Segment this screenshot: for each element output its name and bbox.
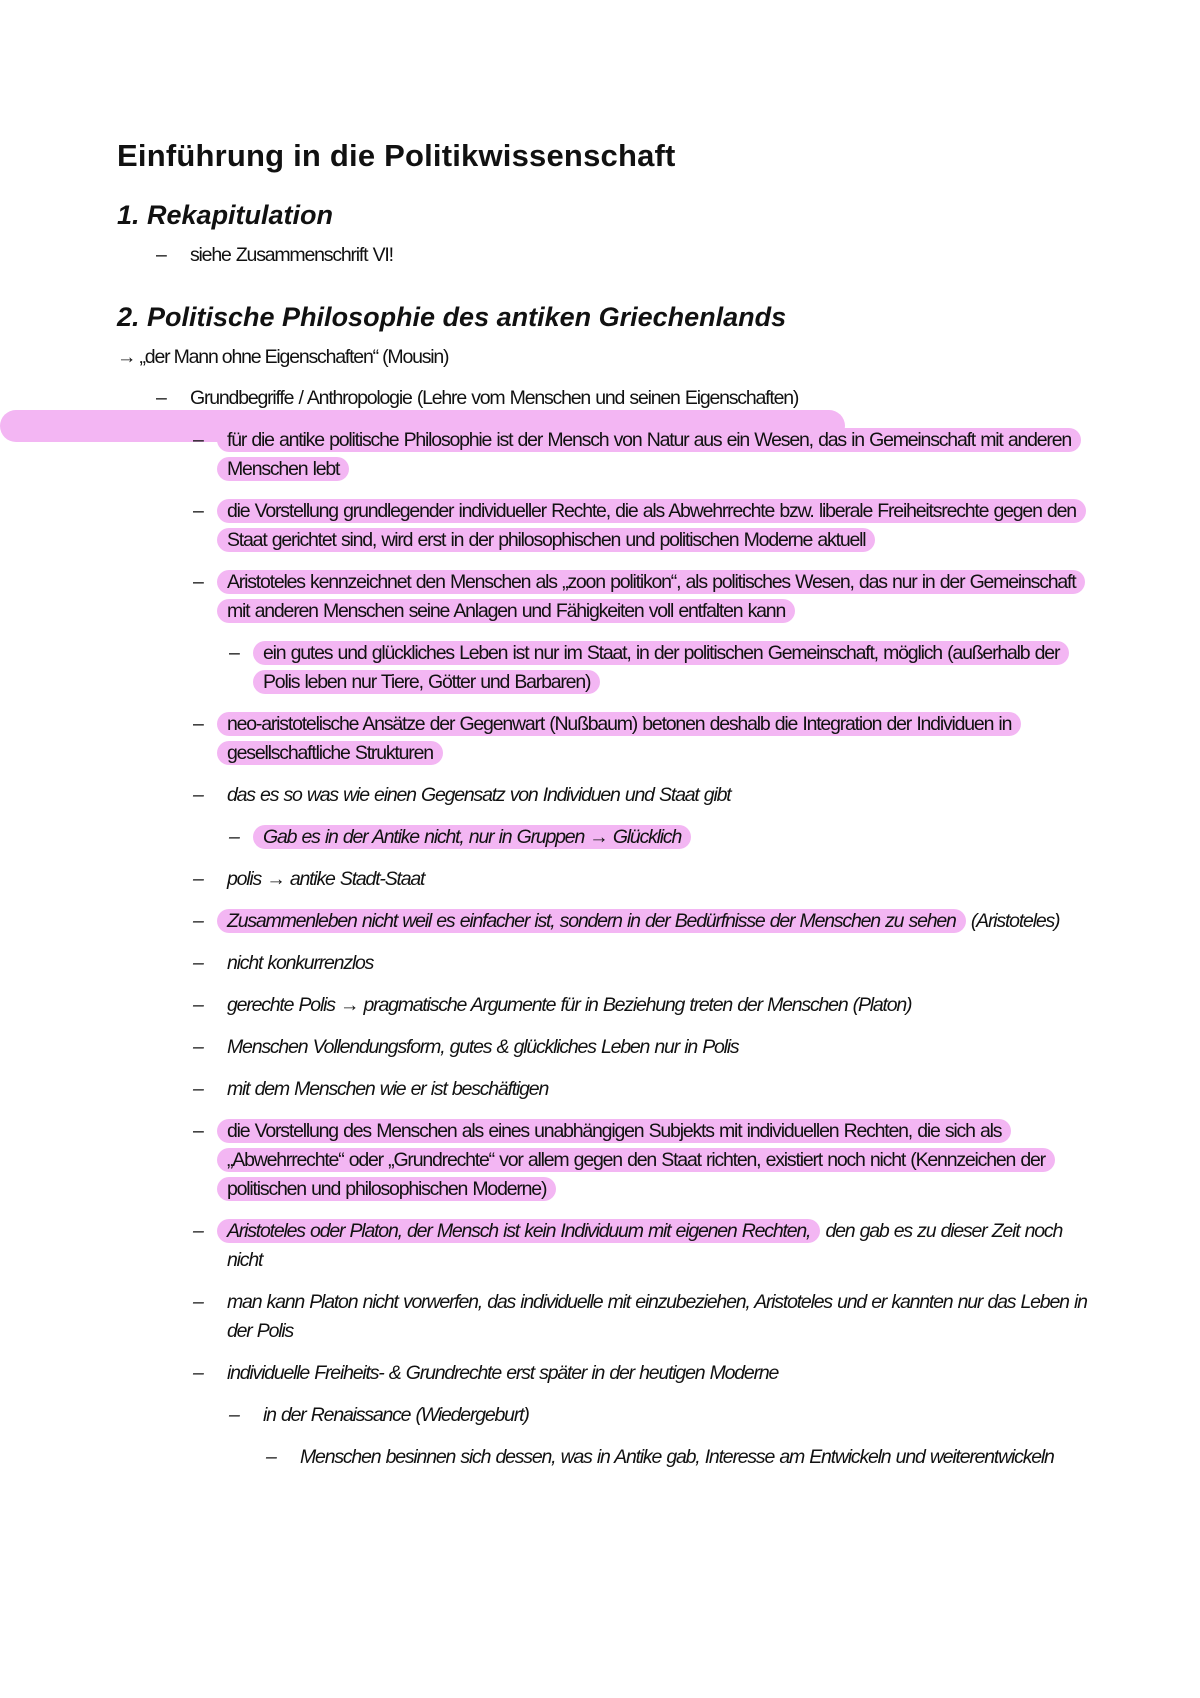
dash-bullet: – [229, 826, 240, 848]
highlighted-text: Gab es in der Antike nicht, nur in Gruppen → Glücklich [253, 825, 691, 849]
list-item [229, 639, 1097, 697]
list-item [193, 568, 1097, 626]
list-item-text-rest: (Aristoteles) [965, 910, 1060, 932]
list-item-text: individuelle Freiheits- & Grundrechte erst später in der heutigen Moderne [227, 1362, 779, 1384]
list-item [266, 1443, 1097, 1472]
dash-bullet: – [193, 1291, 204, 1313]
dash-bullet: – [193, 1220, 204, 1242]
list-item [193, 907, 1097, 936]
list-item-text: in der Renaissance (Wiedergeburt) [263, 1404, 529, 1426]
list-item [193, 991, 1097, 1020]
list-item [193, 497, 1097, 555]
list-item [156, 241, 1097, 270]
list-item [193, 1359, 1097, 1388]
dash-bullet: – [193, 868, 204, 890]
dash-bullet: – [229, 642, 240, 664]
dash-bullet: – [193, 784, 204, 806]
section-rekapitulation [117, 200, 1097, 270]
dash-bullet: – [229, 1404, 240, 1426]
list-item [193, 1117, 1097, 1204]
dash-bullet: – [193, 1036, 204, 1058]
section-1-list [117, 241, 1097, 270]
dash-bullet: – [156, 244, 167, 266]
dash-bullet: – [156, 387, 167, 409]
list-item-text: siehe Zusammenschrift VI! [190, 244, 393, 266]
list-item [193, 1033, 1097, 1062]
dash-bullet: – [193, 952, 204, 974]
list-item-text: gerechte Polis → pragmatische Argumente für in Beziehung treten der Menschen (Platon) [227, 994, 912, 1016]
section-2-list [117, 384, 1097, 1472]
list-item [229, 1401, 1097, 1430]
list-item-text: polis → antike Stadt-Staat [227, 868, 425, 890]
list-item [193, 1217, 1097, 1275]
dash-bullet: – [193, 500, 204, 522]
dash-bullet: – [266, 1446, 277, 1468]
section-heading-1: 1. Rekapitulation [117, 200, 334, 230]
list-item [193, 710, 1097, 768]
section-heading-2: 2. Politische Philosophie des antiken Griechenlands [117, 302, 787, 332]
highlighted-text: für die antike politische Philosophie ist der Mensch von Natur aus ein Wesen, das in Gemeinschaft mit anderen Menschen lebt [217, 428, 1081, 481]
list-item [229, 823, 1097, 852]
list-item-text: das es so was wie einen Gegensatz von Individuen und Staat gibt [227, 784, 731, 806]
dash-bullet: – [193, 571, 204, 593]
dash-bullet: – [193, 429, 204, 451]
highlighted-text: neo-aristotelische Ansätze der Gegenwart (Nußbaum) betonen deshalb die Integration der Individuen in gesellschaftliche Strukturen [217, 712, 1021, 765]
highlighted-text: ein gutes und glückliches Leben ist nur im Staat, in der politischen Gemeinschaft, möglich (außerhalb der Polis leben nur Tiere, Götter und Barbaren) [253, 641, 1069, 694]
dash-bullet: – [193, 713, 204, 735]
list-item-text: nicht konkurrenzlos [227, 952, 374, 974]
highlighted-text: Grundbegriffe / Anthropologie (Lehre vom Menschen und seinen Eigenschaften) [190, 387, 799, 409]
highlighted-text: Aristoteles kennzeichnet den Menschen als „zoon politikon“, als politisches Wesen, das nur in der Gemeinschaft mit anderen Menschen seine Anlagen und Fähigkeiten voll entfalten kann [217, 570, 1085, 623]
list-item-text-rest: den gab es zu dieser Zeit noch nicht [227, 1220, 1063, 1271]
list-item [193, 781, 1097, 810]
document-title: Einführung in die Politikwissenschaft [117, 138, 676, 173]
list-item-text: man kann Platon nicht vorwerfen, das individuelle mit einzubeziehen, Aristoteles und er kannten nur das Leben in der Polis [227, 1291, 1087, 1342]
dash-bullet: – [193, 1120, 204, 1142]
dash-bullet: – [193, 1078, 204, 1100]
dash-bullet: – [193, 994, 204, 1016]
dash-bullet: – [193, 910, 204, 932]
document-content [117, 138, 1097, 1485]
list-item [193, 949, 1097, 978]
section-intro: → „der Mann ohne Eigenschaften“ (Mousin) [117, 346, 449, 368]
list-item [193, 1288, 1097, 1346]
list-item [156, 384, 1097, 413]
highlighted-text: die Vorstellung des Menschen als eines unabhängigen Subjekts mit individuellen Rechten, die sich als „Abwehrrechte“ oder „Grundrechte“ vor allem gegen den Staat richten, existiert noch nicht (Kennzeichen der politischen und philosophischen Moderne) [217, 1119, 1055, 1201]
dash-bullet: – [193, 1362, 204, 1384]
list-item-text: mit dem Menschen wie er ist beschäftigen [227, 1078, 549, 1100]
list-item-text: Menschen besinnen sich dessen, was in Antike gab, Interesse am Entwickeln und weiterentwickeln [300, 1446, 1054, 1468]
list-item [193, 865, 1097, 894]
section-philosophie [117, 302, 1097, 1472]
list-item [193, 1075, 1097, 1104]
highlighted-text: die Vorstellung grundlegender individueller Rechte, die als Abwehrrechte bzw. liberale Freiheitsrechte gegen den Staat gerichtet sind, wird erst in der philosophischen und politischen Moderne aktuell [217, 499, 1086, 552]
highlighted-text: Aristoteles oder Platon, der Mensch ist kein Individuum mit eigenen Rechten, [217, 1219, 820, 1243]
list-item-text: Menschen Vollendungsform, gutes & glückliches Leben nur in Polis [227, 1036, 739, 1058]
highlighted-text: Zusammenleben nicht weil es einfacher ist, sondern in der Bedürfnisse der Menschen zu sehen [217, 909, 966, 933]
list-item [193, 426, 1097, 484]
